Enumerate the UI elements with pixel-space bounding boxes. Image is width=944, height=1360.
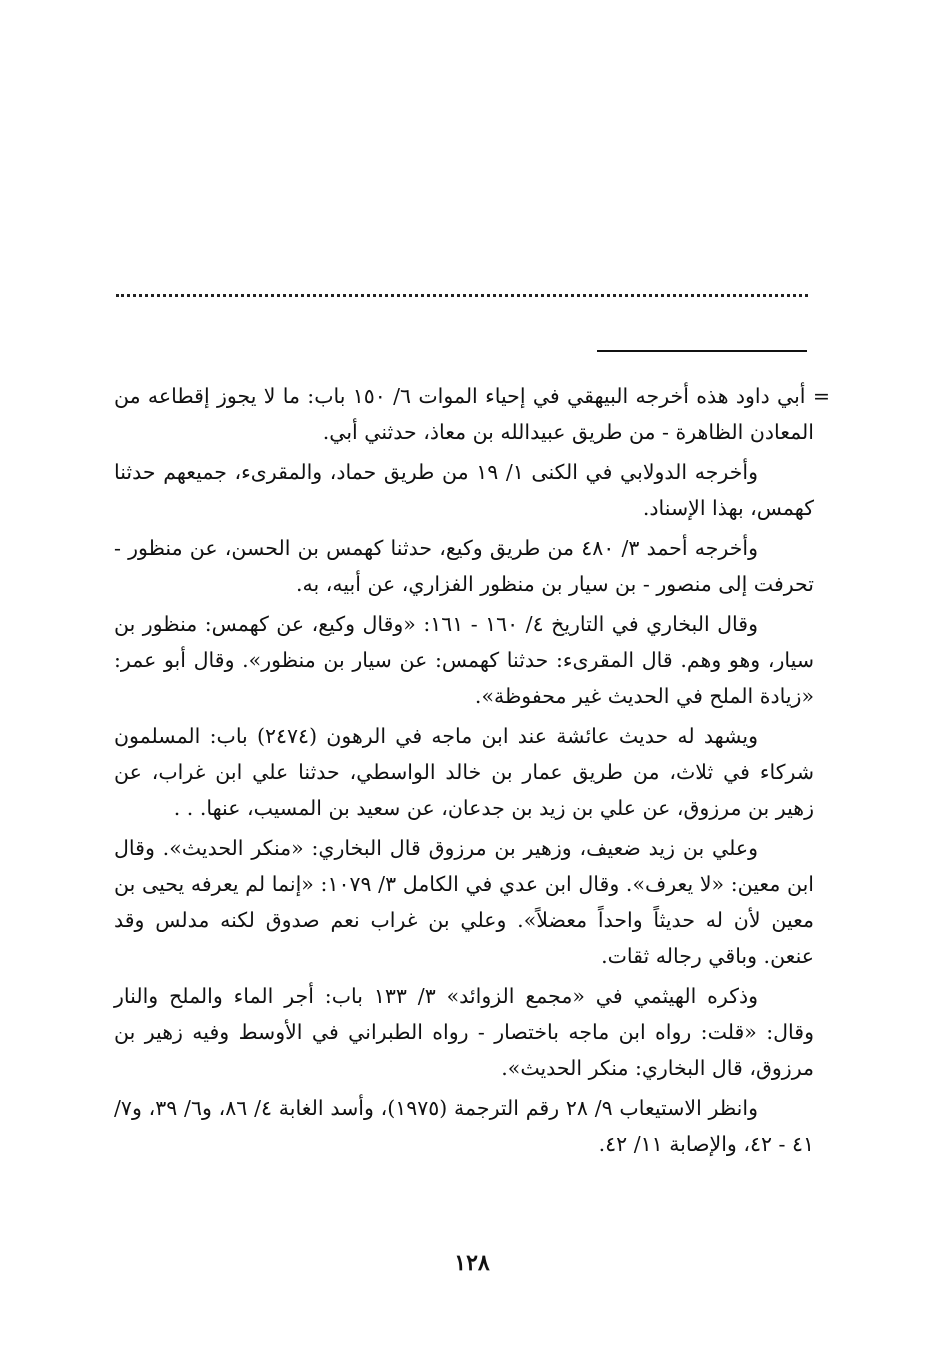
footnote-separator [597,350,807,352]
paragraph: وانظر الاستيعاب ٩/ ٢٨ رقم الترجمة (١٩٧٥)، وأسد الغابة ٤/ ٨٦، و٦/ ٣٩، و٧/ ٤١ - ٤٢، والإصابة ١١/ ٤٢. [114,1096,814,1156]
paragraph: = أبي داود هذه أخرجه البيهقي في إحياء الموات ٦/ ١٥٠ باب: ما لا يجوز إقطاعه من المعادن الظاهرة - من طريق عبيدالله بن معاذ، حدثني أبي. [114,384,830,444]
paragraph: وأخرجه أحمد ٣/ ٤٨٠ من طريق وكيع، حدثنا كهمس بن الحسن، عن منظور - تحرفت إلى منصور - بن سيار بن منظور الفزاري، عن أبيه، به. [114,536,814,596]
page-number: ١٢٨ [454,1250,490,1276]
dotted-separator [116,294,808,297]
paragraph: وقال البخاري في التاريخ ٤/ ١٦٠ - ١٦١: «وقال وكيع، عن كهمس: منظور بن سيار، وهو وهم. قال المقرىء: حدثنا كهمس: عن سيار بن منظور». وقال أبو عمر: «زيادة الملح في الحديث غير محفوظة». [114,612,814,708]
paragraph: وذكره الهيثمي في «مجمع الزوائد» ٣/ ١٣٣ باب: أجر الماء والملح والنار وقال: «قلت: رواه ابن ماجه باختصار - رواه الطبراني في الأوسط وفيه زهير بن مرزوق، قال البخاري: منكر الحديث». [114,984,814,1080]
paragraph: ويشهد له حديث عائشة عند ابن ماجه في الرهون (٢٤٧٤) باب: المسلمون شركاء في ثلاث، من طريق عمار بن خالد الواسطي، حدثنا علي ابن غراب، عن زهير بن مرزوق، عن علي بن زيد بن جدعان، عن سعيد بن المسيب، عنها. . . [114,724,814,820]
paragraph: وعلي بن زيد ضعيف، وزهير بن مرزوق قال البخاري: «منكر الحديث». وقال ابن معين: «لا يعرف». وقال ابن عدي في الكامل ٣/ ١٠٧٩: «إنما لم يعرفه يحيى بن معين لأن له حديثاً واحداً معضلاً». وعلي بن غراب نعم صدوق لكنه مدلس وقد عنعن. وباقي رجاله ثقات. [114,836,814,968]
footnote-text [114,378,830,1166]
paragraph: وأخرجه الدولابي في الكنى ١/ ١٩ من طريق حماد، والمقرىء، جميعهم حدثنا كهمس، بهذا الإسناد. [114,460,814,520]
